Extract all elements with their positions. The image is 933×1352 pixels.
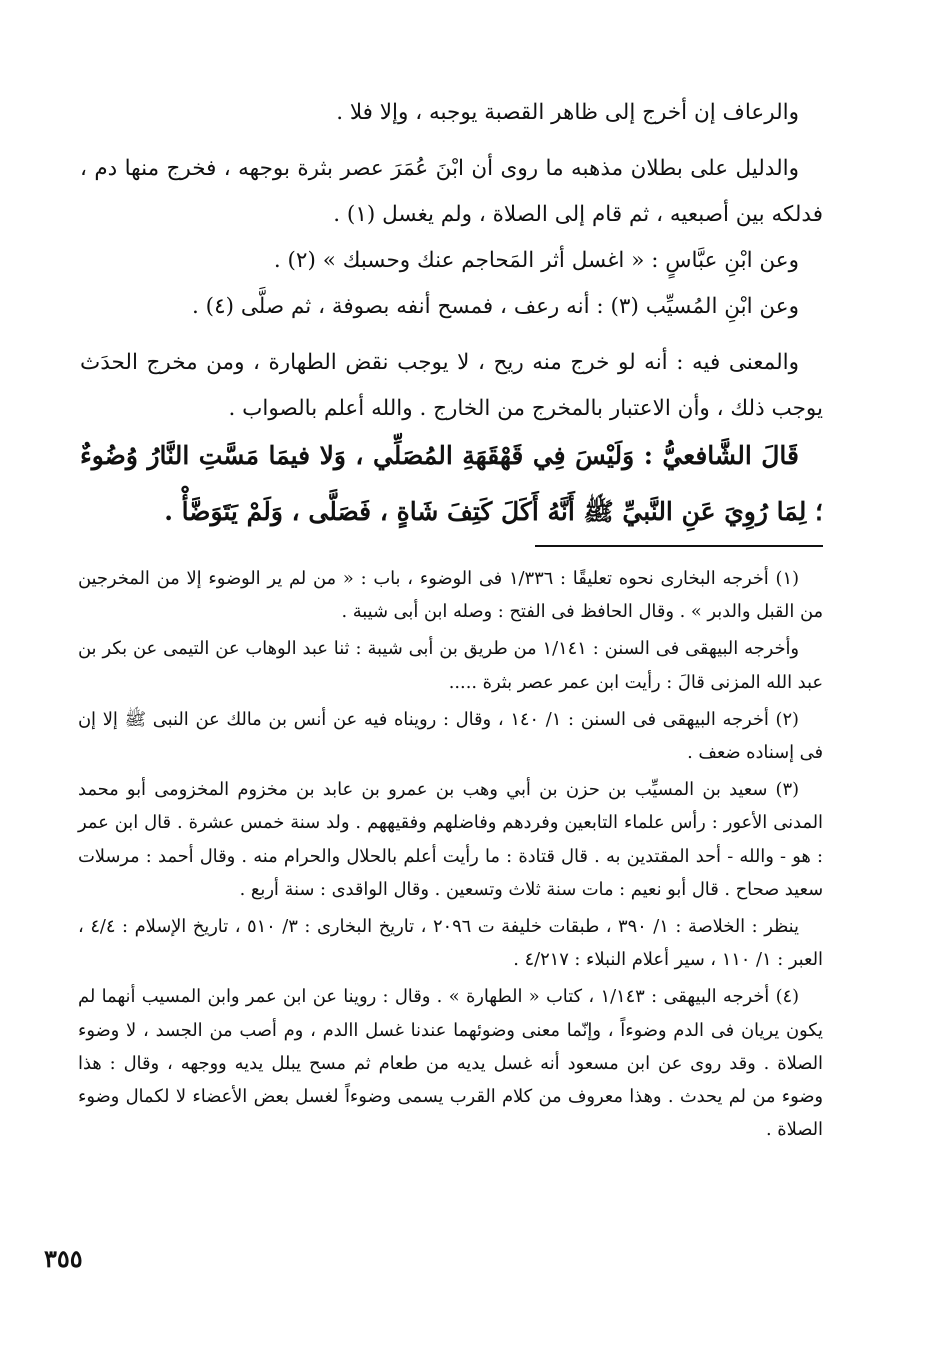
footnote-separator	[535, 545, 823, 547]
main-paragraph: والرعاف إن أخرج إلى ظاهر القصبة يوجبه ، وإلا فلا .	[336, 100, 799, 125]
main-paragraph: وعن ابْنِ المُسيِّب (٣) : أنه رعف ، فمسح أنفه بصوفة ، ثم صلَّى (٤) .	[192, 294, 799, 319]
main-paragraph: والدليل على بطلان مذهبه ما روى أن ابْنَ عُمَرَ عصر بثرة بوجهه ، فخرج منها دم ، فدلكه بين أصبعيه ، ثم قام إلى الصلاة ، ولم يغسل (١) .	[80, 156, 823, 227]
main-paragraph: وعن ابْنِ عبَّاسٍ : « اغسل أثر المَحاجم عنك وحسبك » (٢) .	[273, 248, 799, 273]
footnotes	[78, 562, 823, 1146]
footnote: (١) أخرجه البخارى نحوه تعليقًا : ١/٣٣٦ فى الوضوء ، باب : « من لم ير الوضوء إلا من المخرجين من القبل والدبر » . وقال الحافظ فى الفتح : وصله ابن أبى شيبة .	[78, 568, 823, 623]
main-text	[80, 90, 823, 432]
page-number: ٣٥٥	[44, 1244, 83, 1273]
imam-statement-text: قَالَ الشَّافعيُّ : وَلَيْسَ فِي قَهْقَهَةِ المُصَلِّي ، وَلا فيمَا مَسَّتِ النَّارُ وُضُوءٌ ؛ لِمَا رُوِيَ عَنِ النَّبيِّ ﷺ أَنَّهُ أَكَلَ كَتِفَ شَاةٍ ، فَصَلَّى ، وَلَمْ يَتَوَضَّأْ .	[80, 441, 823, 526]
footnote: وأخرجه البيهقى فى السنن : ١/١٤١ من طريق بن أبى شيبة : ثنا عبد الوهاب عن التيمى عن بكر بن عبد الله المزنى قالَ : رأيت ابن عمر عصر بثرة .....	[78, 638, 823, 693]
footnote: (٢) أخرجه البيهقى فى السنن : ١/ ١٤٠ ، وقال : رويناه فيه عن أنس بن مالك عن النبى ﷺ إلا إن فى إسناده ضعف .	[78, 708, 823, 764]
footnote: ينظر : الخلاصة : ١/ ٣٩٠ ، طبقات خليفة ت ٢٠٩٦ ، تاريخ البخارى : ٣/ ٥١٠ ، تاريخ الإسلام : ٤/٤ ، العبر : ١/ ١١٠ ، سير أعلام النبلاء : ٤/٢١٧ .	[78, 916, 823, 971]
imam-statement	[80, 428, 823, 540]
footnote: (٤) أخرجه البيهقى : ١/١٤٣ ، كتاب « الطهارة » . وقال : روينا عن ابن عمر وابن المسيب أنهما لم يكون يريان فى الدم وضوءاً ، وإنّما معنى وضوئهما عندنا غسل االدم ، وم أصب من الجسد ، لا وضوء الصلاة . وقد روى عن ابن مسعود أنه غسل يديه من طعام ثم مسح يبلل يديه ووجهه ، وقال : هذا وضوء من لم يحدث . وهذا معروف من كلام القرب يسمى وضوءاً لغسل بعض الأعضاء لا لكمال وضوء الصلاة .	[78, 986, 823, 1141]
footnote: (٣) سعيد بن المسيِّب بن حزن بن أبي وهب بن عمرو بن عابد بن مخزوم المخزومى أبو محمد المدنى الأعور : رأس علماء التابعين وفردهم وفاضلهم وفقيههم . ولد سنة خمس عشرة . قال ابن عمر : هو - والله - أحد المقتدين به . قال قتادة : ما رأيت أعلم بالحلال والحرام منه . وقال أحمد : مرسلات سعيد صحاح . قال أبو نعيم : مات سنة ثلاث وتسعين . وقال الواقدى : سنة أربع .	[78, 779, 823, 900]
main-paragraph: والمعنى فيه : أنه لو خرج منه ريح ، لا يوجب نقض الطهارة ، ومن مخرج الحدَث يوجب ذلك ، وأن الاعتبار بالمخرج من الخارج . والله أعلم بالصواب .	[80, 350, 823, 421]
